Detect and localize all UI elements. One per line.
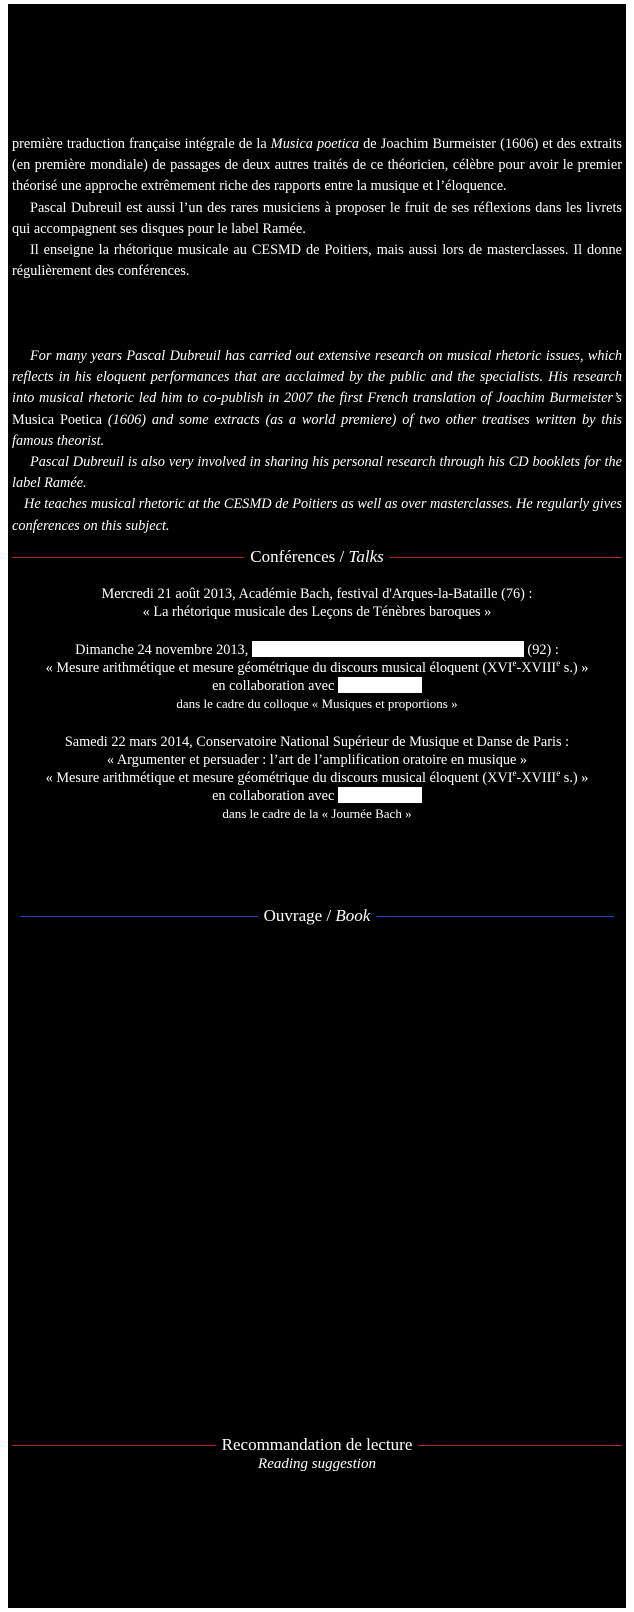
heading-rule-right <box>390 557 622 558</box>
heading-rule-left <box>12 1445 216 1446</box>
reading-heading-title: Recommandation de lecture <box>221 1435 413 1454</box>
redacted-block <box>338 787 422 803</box>
talks-list <box>12 585 622 843</box>
bio-en-paragraph-3: He teaches musical rhetoric at the CESMD de Poitiers as well as over masterclasses. He regularly gives conferences on this subject. <box>12 496 622 534</box>
reading-heading <box>12 1435 622 1455</box>
bio-fr-paragraph-1: première traduction française intégrale de la Musica poetica de Joachim Burmeister (1606) et des extraits (en première mondiale) de passages de deux autres traités de ce théoricien, célèbre pour avoir le premier théorisé une approche extrêmement riche des rapports entre la musique et l’éloquence. <box>12 136 622 195</box>
bio-fr-paragraph-2: Pascal Dubreuil est aussi l’un des rares musiciens à proposer le fruit de ses réflexions dans les livrets qui accompagnent ses disques pour le label Ramée. <box>12 199 622 237</box>
talk-event: Dimanche 24 novembre 2013, (92) : « Mesure arithmétique et mesure géométrique du discours musical éloquent (XVIe-XVIIIe s.) » en collaboration avec dans le cadre du colloque « Musiques et proportions » <box>45 642 589 711</box>
heading-rule-left <box>20 916 258 917</box>
bio-fr-paragraph-3: Il enseigne la rhétorique musicale au CESMD de Poitiers, mais aussi lors de masterclasses. Il donne régulièrement des conférences. <box>12 242 622 280</box>
content-panel <box>8 4 626 1608</box>
bio-en-paragraph-1: For many years Pascal Dubreuil has carried out extensive research on musical rhetoric issues, which reflects in his eloquent performances that are acclaimed by the public and the specialists. His research into musical rhetoric led him to co-publish in 2007 the first French translation of Joachim Burmeister’s Musica Poetica (1606) and some extracts (as a world premiere) of two other treatises written by this famous theorist. <box>12 348 622 449</box>
book-heading <box>12 906 622 926</box>
talk-event: Mercredi 21 août 2013, Académie Bach, festival d'Arques-la-Bataille (76) : « La rhétorique musicale des Leçons de Ténèbres baroques » <box>101 586 533 620</box>
heading-rule-left <box>12 557 244 558</box>
talk-event: Samedi 22 mars 2014, Conservatoire National Supérieur de Musique et Danse de Paris : « Argumenter et persuader : l’art de l’amplification oratoire en musique » « Mesure arithmétique et mesure géométrique du discours musical éloquent (XVIe-XVIIIe s.) » en collaboration avec dans le cadre de la « Journée Bach » <box>45 734 589 821</box>
biography-french <box>12 134 622 282</box>
biography-english <box>12 346 622 537</box>
musica-poetica-title-en: Musica Poetica <box>12 411 103 428</box>
reading-subtitle: Reading suggestion <box>258 1456 376 1472</box>
talks-heading-title: Conférences / Talks <box>250 547 384 566</box>
talks-heading <box>12 547 622 567</box>
book-heading-title: Ouvrage / Book <box>263 906 371 925</box>
heading-rule-right <box>376 916 614 917</box>
redacted-block <box>338 677 422 693</box>
heading-rule-right <box>418 1445 622 1446</box>
musica-poetica-title: Musica poetica <box>270 136 360 152</box>
bio-en-paragraph-2: Pascal Dubreuil is also very involved in sharing his personal research through his CD booklets for the label Ramée. <box>12 454 622 492</box>
redacted-block <box>252 641 524 657</box>
